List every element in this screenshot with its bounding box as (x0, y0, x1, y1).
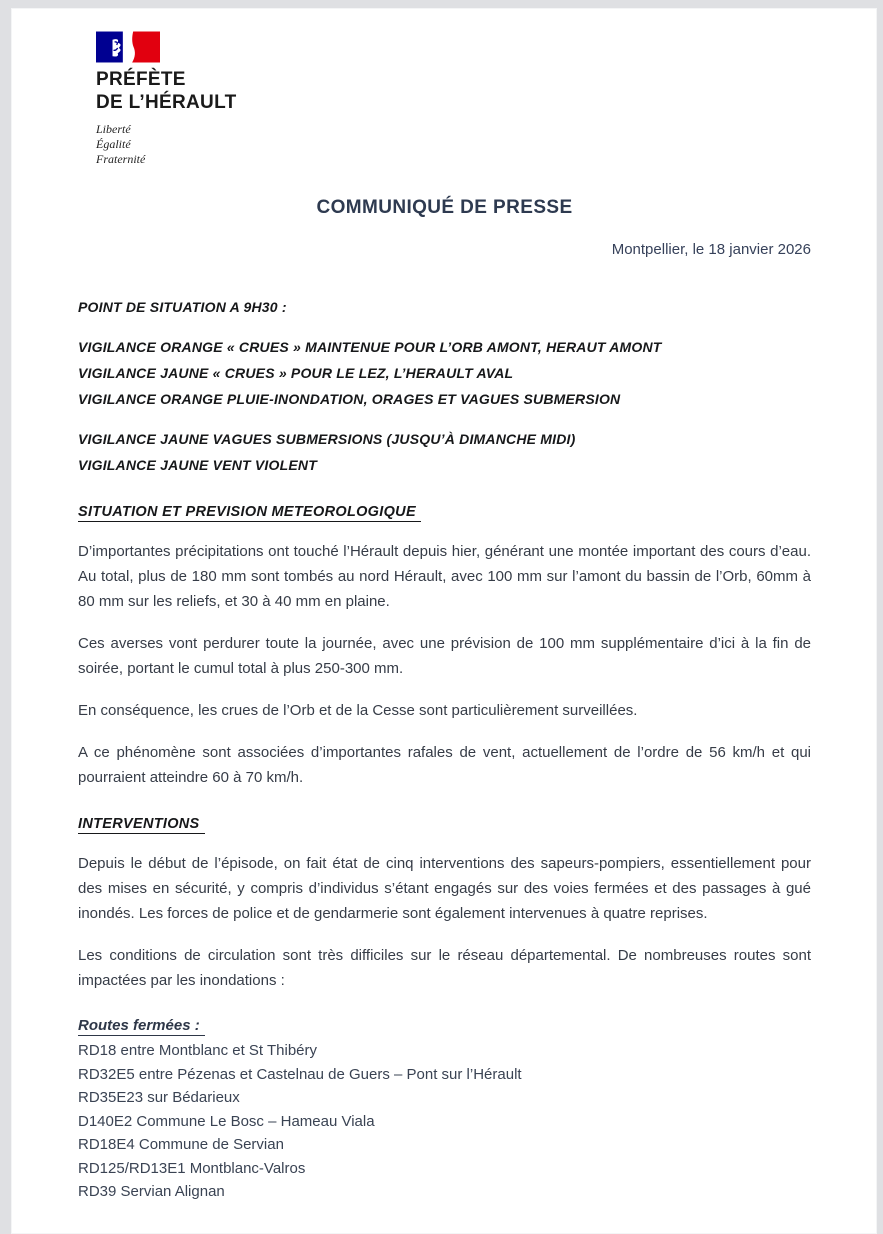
vigilance-line: VIGILANCE JAUNE VENT VIOLENT (78, 457, 317, 473)
list-item: RD18E4 Commune de Servian (78, 1136, 284, 1153)
closed-roads-heading-text: Routes fermées : (78, 1017, 205, 1036)
list-item: D140E2 Commune Le Bosc – Hameau Viala (78, 1112, 375, 1130)
section-heading-interventions-text: INTERVENTIONS (78, 816, 205, 834)
motto-fraternite: Fraternité (96, 152, 146, 166)
list-item: RD35E23 sur Bédarieux (78, 1089, 240, 1106)
paragraph: Depuis le début de l’épisode, on fait état de cinq interventions des sapeurs-pompiers, essentiellement pour des mises en sécurité, y compris d’individus s’étant engagés sur des voies fermées et des passages à gué inondés. Les forces de police et de gendarmerie sont également intervenues à quatre reprises. (78, 855, 811, 922)
motto-liberte: Liberté (96, 122, 131, 136)
french-flag-marianne-icon (96, 30, 160, 64)
motto-egalite: Égalité (96, 137, 131, 151)
section-heading-meteo (78, 504, 811, 522)
section-heading-interventions (78, 816, 811, 834)
closed-roads-section (78, 1017, 811, 1204)
institution-name-line1: PRÉFÈTE (96, 69, 186, 90)
closed-roads-list (78, 1039, 811, 1204)
vigilance-line: VIGILANCE JAUNE VAGUES SUBMERSIONS (JUSQU’À DIMANCHE MIDI) (78, 431, 576, 447)
closed-roads-heading (78, 1017, 811, 1036)
vigilance-headlines-block2 (78, 426, 811, 478)
list-item: RD18 entre Montblanc et St Thibéry (78, 1042, 318, 1059)
motto (96, 122, 811, 167)
paragraph: En conséquence, les crues de l’Orb et de la Cesse sont particulièrement surveillées. (78, 702, 638, 719)
dateline: Montpellier, le 18 janvier 2026 (611, 241, 811, 258)
situation-time-headline: POINT DE SITUATION A 9H30 : (78, 299, 287, 315)
press-release-page (11, 8, 877, 1234)
paragraph: Les conditions de circulation sont très difficiles sur le réseau départemental. De nombreuses routes sont impactées par les inondations : (78, 947, 811, 989)
institution-name-line2: DE L’HÉRAULT (96, 92, 237, 113)
vigilance-line: VIGILANCE ORANGE « CRUES » MAINTENUE POUR L’ORB AMONT, HERAUT AMONT (78, 339, 662, 355)
paragraph: D’importantes précipitations ont touché l’Hérault depuis hier, générant une montée important des cours d’eau. Au total, plus de 180 mm sont tombés au nord Hérault, avec 100 mm sur l’amont du bassin de l’Orb, 60mm à 80 mm sur les reliefs, et 30 à 40 mm en plaine. (78, 543, 811, 610)
vigilance-line: VIGILANCE ORANGE PLUIE-INONDATION, ORAGES ET VAGUES SUBMERSION (78, 391, 621, 407)
prefecture-masthead (96, 30, 811, 167)
section-heading-meteo-text: SITUATION ET PREVISION METEOROLOGIQUE (78, 504, 421, 522)
paragraph: Ces averses vont perdurer toute la journée, avec une prévision de 100 mm supplémentaire d’ici à la fin de soirée, portant le cumul total à plus 250-300 mm. (78, 635, 811, 677)
list-item: RD32E5 entre Pézenas et Castelnau de Guers – Pont sur l’Hérault (78, 1065, 522, 1083)
document-title: COMMUNIQUÉ DE PRESSE (316, 197, 573, 218)
list-item: RD125/RD13E1 Montblanc-Valros (78, 1159, 306, 1177)
list-item: RD39 Servian Alignan (78, 1183, 225, 1200)
paragraph: A ce phénomène sont associées d’importantes rafales de vent, actuellement de l’ordre de 56 km/h et qui pourraient atteindre 60 à 70 km/h. (78, 744, 811, 786)
vigilance-line: VIGILANCE JAUNE « CRUES » POUR LE LEZ, L’HERAULT AVAL (78, 365, 514, 381)
vigilance-headlines-block1 (78, 334, 811, 412)
